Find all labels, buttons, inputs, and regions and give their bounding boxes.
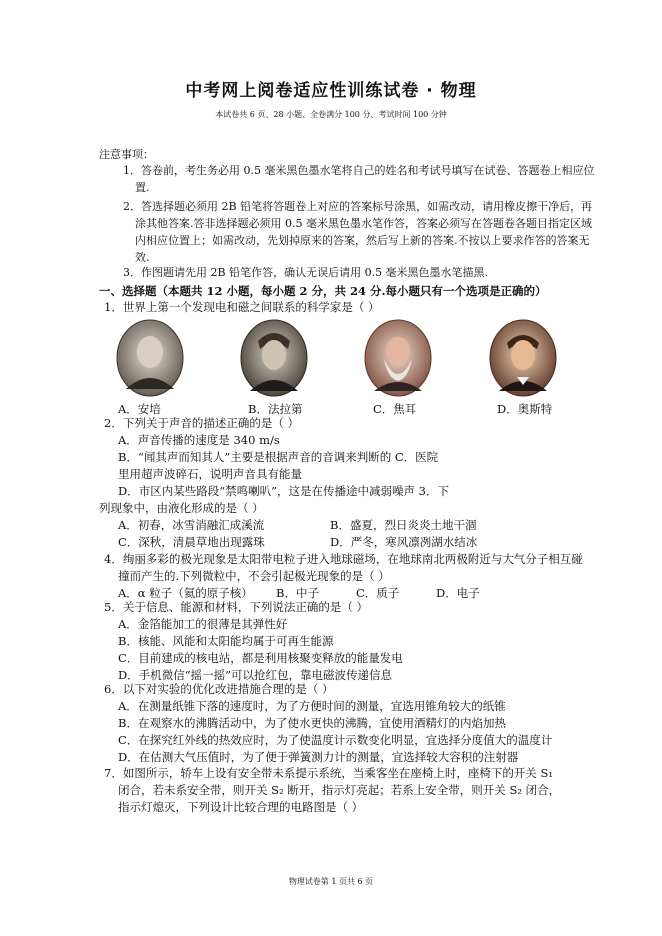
q4-stem-1: 4．绚丽多彩的极光现象是太阳带电粒子进入地球磁场，在地球南北两极附近与大气分子相互碰 [104,552,583,566]
q3-option-d[interactable]: D．严冬，寒风凛冽湖水结冰 [330,535,478,549]
q4-option-c[interactable]: C．质子 [356,586,400,600]
section-heading: 一、选择题（本题共 12 小题，每小题 2 分，共 24 分.每小题只有一个选项是正确的） [99,284,547,298]
q1-option-c[interactable]: C．焦耳 [373,402,417,416]
q7-line-3: 指示灯熄灭，下列设计比较合理的电路图是（ ） [118,800,364,814]
q5-option-c[interactable]: C．目前建成的核电站，都是利用核聚变释放的能量发电 [118,651,403,665]
portrait-ampere [116,319,184,397]
q6-stem: 6．以下对实验的优化改进措施合理的是（ ） [104,682,334,696]
q5-option-a[interactable]: A．金箔能加工的很薄是其弹性好 [118,617,288,631]
notice-item-1: 1．答卷前，考生务必用 0.5 毫米黑色墨水笔将自己的姓名和考试号填写在试卷、答题卷上相应位置. [123,164,595,194]
q3-option-b[interactable]: B．盛夏，烈日炎炎土地干涸 [330,518,477,532]
q3-option-c[interactable]: C．深秋，清晨草地出现露珠 [118,535,265,549]
portrait-oersted [489,319,557,397]
q5-option-b[interactable]: B．核能、风能和太阳能均属于可再生能源 [118,634,334,648]
portrait-faraday [240,319,308,397]
q6-option-b[interactable]: B．在观察水的沸腾活动中，为了使水更快的沸腾，宜使用酒精灯的内焰加热 [118,716,506,730]
q2-stem: 2．下列关于声音的描述正确的是（ ） [104,416,299,430]
q7-line-1: 7．如图所示，轿车上设有安全带未系提示系统，当乘客坐在座椅上时，座椅下的开关 S₁ [104,766,553,780]
q2-line-2: B．“闻其声而知其人”主要是根据声音的音调来判断的 C．医院 [118,450,439,464]
q4-option-a[interactable]: A．α 粒子（氦的原子核） [118,586,253,600]
q4-option-b[interactable]: B．中子 [276,586,319,600]
q1-option-a[interactable]: A．安培 [118,402,161,416]
q6-option-a[interactable]: A．在测量纸锥下落的速度时，为了方便时间的测量，宜选用锥角较大的纸锥 [118,699,506,713]
q5-stem: 5．关于信息、能源和材料，下列说法正确的是（ ） [104,600,368,614]
q1-option-d[interactable]: D．奥斯特 [497,402,553,416]
exam-info: 本试卷共 6 页、28 小题、全卷满分 100 分、考试时间 100 分钟 [215,110,447,119]
q3-option-a[interactable]: A．初春，冰雪消融汇成溪流 [118,518,265,532]
q1-option-b[interactable]: B．法拉第 [248,402,303,416]
q1-stem: 1．世界上第一个发现电和磁之间联系的科学家是（ ） [104,300,380,314]
q4-option-d[interactable]: D．电子 [436,586,480,600]
q2-line-3: 里用超声波碎石，说明声音具有能量 [118,467,302,481]
q5-option-d[interactable]: D．手机微信“摇一摇”可以抢红包，靠电磁波传递信息 [118,668,392,682]
q4-stem-2: 撞而产生的.下列微粒中，不会引起极光现象的是（ ） [118,569,390,583]
page-title: 中考网上阅卷适应性训练试卷 · 物理 [185,81,477,101]
q6-option-c[interactable]: C．在探究红外线的热效应时，为了使温度计示数变化明显，宜选择分度值大的温度计 [118,733,553,747]
notice-heading: 注意事项： [99,148,154,161]
q7-line-2: 闭合，若未系安全带，则开关 S₂ 断开，指示灯亮起；若系上安全带，则开关 S₂ 闭合， [118,783,561,797]
q2-line-4: D．市区内某些路段“禁鸣喇叭”，这是在传播途中减弱噪声 3．下 [118,484,449,498]
notice-item-3: 3．作图题请先用 2B 铅笔作答，确认无误后请用 0.5 毫米黑色墨水笔描黑. [123,266,489,279]
q3-stem: 列现象中，由液化形成的是（ ） [99,501,264,515]
q2-line-1: A．声音传播的速度是 340 m/s [118,433,280,447]
notice-item-2: 2．答选择题必须用 2B 铅笔将答题卷上对应的答案标号涂黑，如需改动，请用橡皮擦干净后，再涂其他答案.答非选择题必须用 0.5 毫米黑色墨水笔作答，答案必须写在答题卷各题目指定区域内相应位置上；如需改动，先划掉原来的答案，然后写上新的答案.不按以上要求作答的答案无效. [123,200,593,264]
q6-option-d[interactable]: D．在估测大气压值时，为了便于弹簧测力计的测量，宜选择较大容积的注射器 [118,750,519,764]
page-footer: 物理试卷第 1 页共 6 页 [288,877,374,886]
portrait-joule [364,319,432,397]
